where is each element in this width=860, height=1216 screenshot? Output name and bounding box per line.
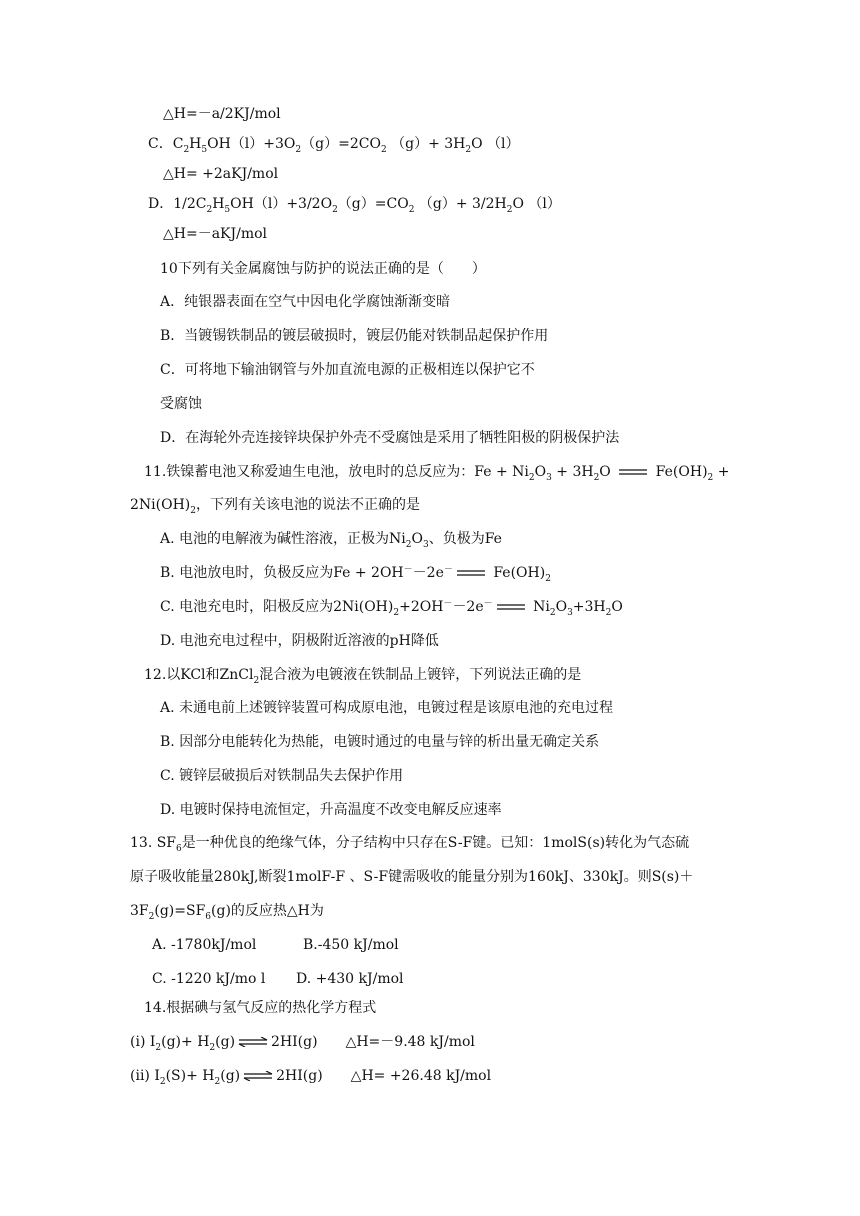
subscript: 2: [206, 204, 213, 215]
q12-stem-text: 混合液为电镀液在铁制品上镀锌，下列说法正确的是: [259, 667, 582, 683]
subscript: 2: [593, 472, 600, 483]
q13-stem-text: 是一种优良的绝缘气体，分子结构中只存在S-F键。已知：1molS(s)转化为气态硫: [181, 835, 690, 851]
q13-option-c: C. -1220 kJ/mo l: [152, 971, 266, 987]
option-c-delta-h: △H= +2aKJ/mol: [163, 166, 279, 182]
equilibrium-arrow-icon: [237, 1037, 269, 1047]
q11-option-c-text: O: [555, 599, 568, 615]
q11-option-b-text: －2e: [412, 565, 444, 581]
option-d-text: O （l）: [512, 196, 561, 212]
q11-stem-line1: [144, 462, 729, 482]
q12-option-b: B. 因部分电能转化为热能，电镀时通过的电量与锌的析出量无确定关系: [160, 734, 600, 750]
q11-stem-text: Fe(OH): [651, 464, 708, 480]
subscript: 3: [422, 539, 429, 550]
subscript: 2: [465, 144, 472, 155]
q11-option-a-text: O: [411, 531, 423, 547]
q13-stem-line2: 原子吸收能量280kJ,断裂1molF-F 、S-F键需吸收的能量分别为160kJ、330kJ。则S(s)＋: [130, 869, 694, 885]
q10-stem: 10下列有关金属腐蚀与防护的说法正确的是（ ）: [160, 261, 486, 277]
superscript: －: [443, 598, 453, 609]
q13-stem-line3: [130, 901, 324, 921]
q14-eq1-text: (i) I: [130, 1034, 156, 1050]
subscript: 2: [528, 472, 535, 483]
q11-option-c-text: +2OH: [399, 599, 444, 615]
q11-stem-text: +: [713, 464, 730, 480]
subscript: 2: [545, 573, 551, 584]
option-d-text: （g）=CO: [337, 196, 409, 212]
subscript: 2: [253, 675, 260, 686]
q14-equation-1: [130, 1032, 475, 1052]
subscript: 2: [159, 1076, 166, 1087]
q11-stem-text: 11.铁镍蓄电池又称爱迪生电池，放电时的总反应为：Fe + Ni: [144, 464, 529, 480]
subscript: 2: [549, 607, 556, 618]
subscript: 2: [155, 1042, 162, 1053]
subscript: 6: [205, 911, 212, 922]
option-d-text: OH（l）+3/2O: [230, 196, 333, 212]
q14-eq1-delta-h: △H=－9.48 kJ/mol: [345, 1034, 475, 1050]
q14-eq2-delta-h: △H= +26.48 kJ/mol: [350, 1068, 492, 1084]
q11-stem-text: O: [534, 464, 547, 480]
option-d-text: （g）+ 3/2H: [414, 196, 507, 212]
subscript: 2: [209, 1042, 216, 1053]
q11-stem-text: 2Ni(OH): [130, 497, 191, 513]
q13-option-d: D. +430 kJ/mol: [296, 971, 404, 987]
subscript: 2: [393, 607, 400, 618]
superscript: －: [443, 564, 453, 575]
q14-eq2-text: (g): [220, 1068, 241, 1084]
equals-arrow-icon: [617, 467, 649, 477]
subscript: 5: [224, 204, 231, 215]
option-c-text: OH（l）+3O: [207, 136, 296, 152]
q12-option-c: C. 镀锌层破损后对铁制品失去保护作用: [160, 768, 404, 784]
subscript: 5: [201, 144, 208, 155]
q13-option-a: A. -1780kJ/mol: [152, 937, 257, 953]
option-c-text: （g）+ 3H: [386, 136, 466, 152]
subscript: 2: [183, 144, 190, 155]
q14-equation-2: [130, 1066, 491, 1086]
q11-option-c: [160, 597, 623, 617]
q11-stem-text: O: [599, 464, 611, 480]
q14-eq1-text: (g)+ H: [161, 1034, 210, 1050]
equilibrium-arrow-icon: [242, 1071, 274, 1081]
subscript: 2: [295, 144, 302, 155]
q11-stem-text: ，下列有关该电池的说法不正确的是: [195, 497, 420, 513]
q11-option-d: D. 电池充电过程中，阴极附近溶液的pH降低: [160, 633, 439, 649]
subscript: 2: [214, 1076, 221, 1087]
subscript: 2: [506, 204, 513, 215]
option-d-text: H: [212, 196, 225, 212]
q10-option-d: D．在海轮外壳连接锌块保护外壳不受腐蚀是采用了牺牲阳极的阴极保护法: [160, 430, 620, 446]
subscript: 2: [605, 607, 612, 618]
q10-option-a: A．纯银器表面在空气中因电化学腐蚀渐渐变暗: [160, 294, 451, 310]
q11-option-b: [160, 563, 551, 583]
q10-option-b: B．当镀锡铁制品的镀层破损时，镀层仍能对铁制品起保护作用: [160, 328, 549, 344]
q11-option-a: [160, 529, 502, 549]
option-c-text: O （l）: [471, 136, 520, 152]
q13-stem-line1: [130, 833, 689, 853]
q10-option-c-cont: 受腐蚀: [160, 396, 202, 412]
q12-stem: [144, 665, 581, 685]
q11-option-c-text: －2e: [452, 599, 484, 615]
q13-stem-text: 13. SF: [130, 835, 177, 851]
q11-option-a-text: A. 电池的电解液为碱性溶液，正极为Ni: [160, 531, 406, 547]
q14-eq2-text: (ii) I: [130, 1068, 160, 1084]
q11-option-c-text: +3H: [572, 599, 606, 615]
subscript: 2: [332, 204, 338, 215]
superscript: －: [483, 598, 493, 609]
subscript: 2: [707, 472, 714, 483]
q13-stem-text: (g)的反应热△H为: [211, 903, 324, 919]
option-d: [148, 194, 561, 214]
superscript: －: [403, 564, 413, 575]
q11-option-b-text: B. 电池放电时，负极反应为Fe + 2OH: [160, 565, 404, 581]
q14-eq2-text: 2HI(g): [276, 1068, 323, 1084]
answer-c-delta-h-prev: △H=－a/2KJ/mol: [163, 106, 281, 122]
subscript: 2: [148, 911, 155, 922]
equals-arrow-icon: [455, 568, 487, 578]
q14-stem: 14.根据碘与氢气反应的热化学方程式: [144, 1000, 377, 1016]
subscript: 2: [405, 539, 412, 550]
q10-option-c: C．可将地下输油钢管与外加直流电源的正极相连以保护它不: [160, 362, 535, 378]
q12-option-d: D. 电镀时保持电流恒定，升高温度不改变电解反应速率: [160, 802, 502, 818]
q14-eq1-text: (g): [215, 1034, 236, 1050]
q13-stem-text: (g)=SF: [154, 903, 206, 919]
subscript: 2: [190, 505, 196, 516]
subscript: 2: [408, 204, 415, 215]
q11-option-c-text: O: [611, 599, 623, 615]
subscript: 3: [546, 472, 552, 483]
q11-stem-line2: [130, 495, 420, 515]
option-d-text: D．1/2C: [148, 196, 207, 212]
option-c-text: C．C: [148, 136, 184, 152]
option-d-delta-h: △H=－aKJ/mol: [163, 226, 268, 242]
q14-eq1-text: 2HI(g): [271, 1034, 318, 1050]
option-c-text: （g）=2CO: [301, 136, 381, 152]
option-c-text: H: [189, 136, 202, 152]
q11-stem-text: + 3H: [551, 464, 594, 480]
option-c: [148, 134, 520, 154]
q13-stem-text: 3F: [130, 903, 149, 919]
q11-option-c-text: C. 电池充电时，阳极反应为2Ni(OH): [160, 599, 394, 615]
q11-option-b-text: Fe(OH): [488, 565, 546, 581]
q14-eq2-text: (S)+ H: [165, 1068, 215, 1084]
subscript: 2: [380, 144, 387, 155]
subscript: 3: [567, 607, 573, 618]
subscript: 6: [176, 843, 182, 854]
q11-option-a-text: 、负极为Fe: [428, 531, 502, 547]
q12-option-a: A. 未通电前上述镀锌装置可构成原电池，电镀过程是该原电池的充电过程: [160, 700, 614, 716]
equals-arrow-icon: [495, 602, 527, 612]
q13-option-b: B.-450 kJ/mol: [303, 937, 399, 953]
q12-stem-text: 12.以KCl和ZnCl: [144, 667, 254, 683]
q11-option-c-text: Ni: [528, 599, 550, 615]
